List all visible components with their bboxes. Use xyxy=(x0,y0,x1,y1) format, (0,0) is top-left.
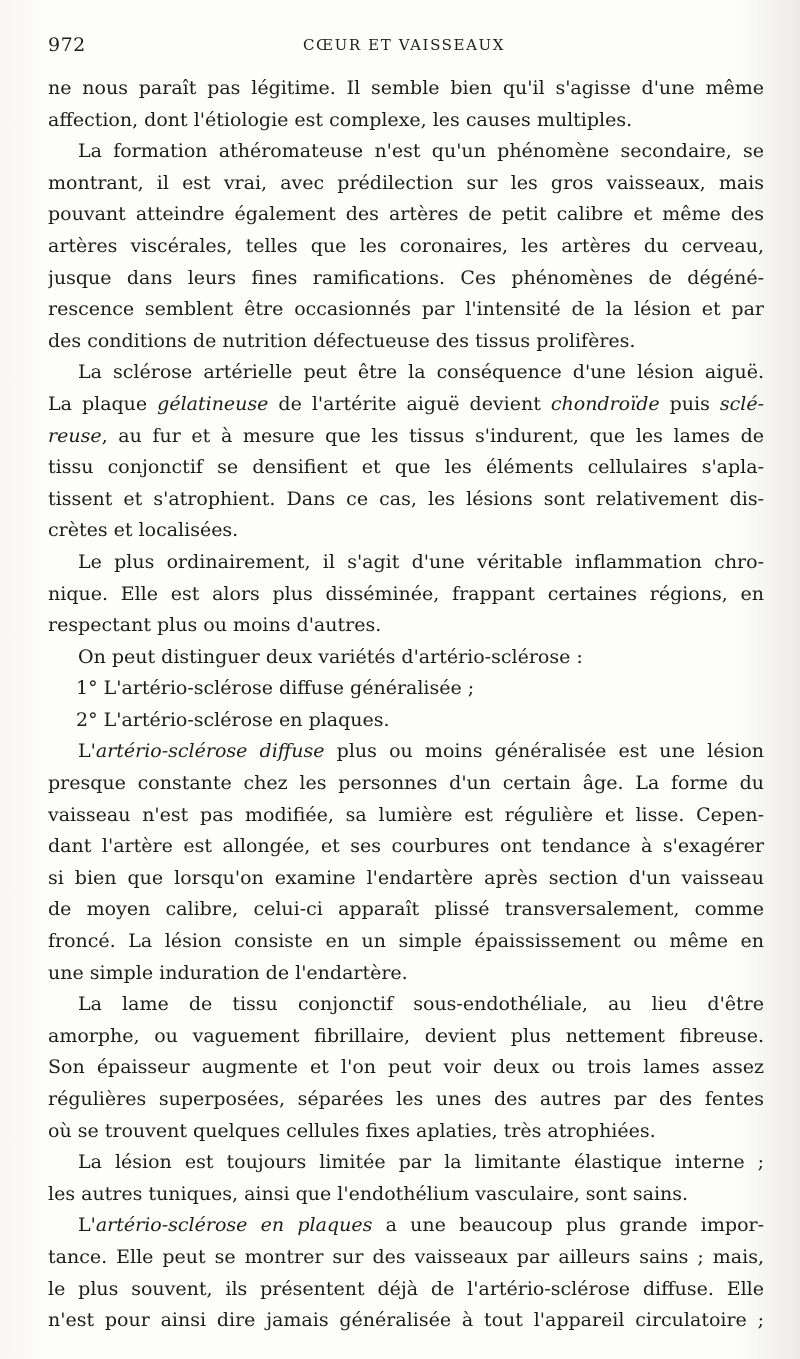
text-line: de moyen calibre, celui-ci apparaît plissé transversalement, comme xyxy=(48,898,764,921)
text-run: puis xyxy=(659,392,720,415)
text-line xyxy=(48,1210,764,1242)
text-line: montrant, il est vrai, avec prédilection sur les gros vaisseaux, mais xyxy=(48,171,764,194)
text-run: La plaque xyxy=(48,392,158,415)
text-line: tissu conjonctif se densifient et que les éléments cellulaires s'apla- xyxy=(48,456,764,479)
italic-term: artério-sclérose diffuse xyxy=(95,740,325,763)
text-line: Le plus ordinairement, il s'agit d'une véritable inflammation chro- xyxy=(78,550,764,573)
text-run: L' xyxy=(78,740,96,763)
text-line: La lésion est toujours limitée par la limitante élastique interne ; xyxy=(78,1151,764,1174)
text-line: 1° L'artério-sclérose diffuse généralisée ; xyxy=(76,677,475,700)
text-line: rescence semblent être occasionnés par l'intensité de la lésion et par xyxy=(48,298,764,321)
page-number: 972 xyxy=(48,34,86,56)
text-line: une simple induration de l'endartère. xyxy=(48,961,408,984)
italic-term: sclé- xyxy=(719,392,764,415)
text-line: amorphe, ou vaguement fibrillaire, devient plus nettement fibreuse. xyxy=(48,1024,764,1047)
text-line: artères viscérales, telles que les coronaires, les artères du cerveau, xyxy=(48,234,764,257)
text-line: si bien que lorsqu'on examine l'endartère après section d'un vaisseau xyxy=(48,866,764,889)
italic-term: artério-sclérose en plaques xyxy=(95,1214,373,1237)
text-run: L' xyxy=(78,1214,96,1237)
text-line: On peut distinguer deux variétés d'artério-sclérose : xyxy=(78,645,583,668)
text-line: affection, dont l'étiologie est complexe, les causes multiples. xyxy=(48,108,633,131)
text-line: les autres tuniques, ainsi que l'endothélium vasculaire, sont sains. xyxy=(48,1182,689,1205)
text-line: Son épaisseur augmente et l'on peut voir deux ou trois lames assez xyxy=(48,1056,764,1079)
text-line: La sclérose artérielle peut être la conséquence d'une lésion aiguë. xyxy=(78,361,764,384)
page-header xyxy=(48,34,760,62)
text-line: jusque dans leurs fines ramifications. Ces phénomènes de dégéné- xyxy=(48,266,764,289)
text-line: des conditions de nutrition défectueuse des tissus prolifères. xyxy=(48,329,636,352)
text-run: plus ou moins généralisée est une lésion xyxy=(324,740,764,763)
text-line: n'est pour ainsi dire jamais généralisée à tout l'appareil circulatoire ; xyxy=(48,1309,764,1332)
text-line xyxy=(48,421,764,453)
running-title: CŒUR ET VAISSEAUX xyxy=(302,36,506,54)
text-line: régulières superposées, séparées les unes des autres par des fentes xyxy=(48,1088,764,1110)
text-run: , au fur et à mesure que les tissus s'indurent, que les lames de xyxy=(101,424,764,447)
italic-term: chondroïde xyxy=(550,392,660,415)
text-line: tance. Elle peut se montrer sur des vaisseaux par ailleurs sains ; mais, xyxy=(48,1245,764,1268)
text-line: respectant plus ou moins d'autres. xyxy=(48,614,382,637)
text-line: le plus souvent, ils présentent déjà de l'artério-sclérose diffuse. Elle xyxy=(48,1277,764,1300)
text-line: La formation athéromateuse n'est qu'un phénomène secondaire, se xyxy=(78,140,764,163)
text-line: vaisseau n'est pas modifiée, sa lumière est régulière et lisse. Cepen- xyxy=(48,803,764,826)
text-line: pouvant atteindre également des artères de petit calibre et même des xyxy=(48,203,764,226)
text-line: froncé. La lésion consiste en un simple épaississement ou même en xyxy=(48,930,764,953)
text-run: a une beaucoup plus grande impor- xyxy=(372,1214,764,1237)
italic-term: reuse xyxy=(48,424,102,447)
text-line: où se trouvent quelques cellules fixes aplaties, très atrophiées. xyxy=(48,1119,656,1142)
text-line xyxy=(48,736,764,768)
text-line: presque constante chez les personnes d'un certain âge. La forme du xyxy=(48,772,764,795)
text-line: 2° L'artério-sclérose en plaques. xyxy=(76,708,390,731)
text-line: tissent et s'atrophient. Dans ce cas, les lésions sont relativement dis- xyxy=(48,487,764,510)
text-line xyxy=(48,389,764,421)
text-line: ne nous paraît pas légitime. Il semble bien qu'il s'agisse d'une même xyxy=(48,77,764,99)
italic-term: gélatineuse xyxy=(157,392,269,415)
text-run: de l'artérite aiguë devient xyxy=(268,392,551,415)
text-line: dant l'artère est allongée, et ses courbures ont tendance à s'exagérer xyxy=(48,835,764,858)
text-line: nique. Elle est alors plus disséminée, frappant certaines régions, en xyxy=(48,582,764,605)
body-text xyxy=(48,73,764,1337)
text-line: La lame de tissu conjonctif sous-endothéliale, au lieu d'être xyxy=(78,993,764,1016)
text-line: crètes et localisées. xyxy=(48,519,239,542)
